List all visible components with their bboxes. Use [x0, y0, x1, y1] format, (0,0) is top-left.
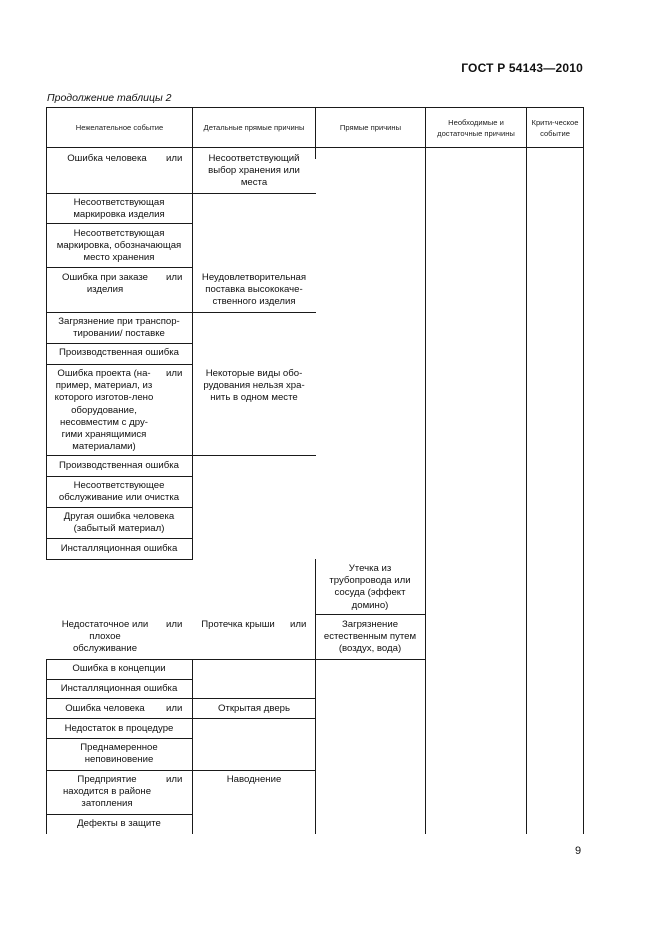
table-cell: Преднамеренное неповиновение [80, 742, 158, 766]
table-cell: Утечка из трубопровода или сосуда (эффект домино) [329, 563, 411, 611]
rule [46, 455, 193, 456]
table-cell: Несоответствующая маркировка, обозначающая место хранения [56, 228, 182, 264]
table-cell: Ошибка проекта (на-пример, материал, из которого изготов-лено оборудование, несовместим с дру-гими хранящимися материалами) [54, 368, 154, 453]
rule [46, 738, 193, 739]
column-header-detailed-causes: Детальные прямые причины [203, 123, 305, 132]
rule [46, 147, 47, 560]
table-cell: Ошибка человека [65, 703, 145, 714]
table-cell: Недостаток в процедуре [64, 723, 174, 734]
table-cell: Некоторые виды обо-рудования нельзя хра-нить в одном месте [203, 368, 305, 404]
column-header-critical-event: Крити-ческое событие [531, 117, 579, 138]
rule [46, 267, 193, 268]
table-caption: Продолжение таблицы 2 [47, 92, 172, 104]
table-cell: Недостаточное или плохое обслуживание [61, 619, 149, 655]
table-cell: Предприятие находится в районе затопления [62, 774, 152, 810]
table-cell: Загрязнение при транспор-тировании/ поставке [58, 316, 180, 340]
rule [192, 455, 316, 456]
rule [46, 364, 193, 365]
rule [46, 538, 193, 539]
rule [46, 343, 193, 344]
table-cell: Другая ошибка человека (забытый материал) [63, 511, 175, 535]
table-cell: Несоответствующая маркировка изделия [73, 197, 165, 221]
page-number: 9 [575, 845, 582, 857]
table-cell: Инсталляционная ошибка [60, 543, 178, 554]
table-cell: Неудовлетворительная поставка высококаче-ственного изделия [201, 272, 307, 308]
column-header-event: Нежелательное событие [75, 123, 164, 132]
table-cell: Ошибка в концепции [72, 663, 166, 674]
rule [46, 770, 193, 771]
table-cell: Дефекты в защите [77, 818, 161, 829]
table-cell: Наводнение [226, 774, 282, 785]
rule [526, 107, 527, 834]
rule [46, 814, 193, 815]
rule [46, 659, 316, 660]
table-cell: Инсталляционная ошибка [60, 683, 178, 694]
table-cell: Загрязнение естественным путем (воздух, вода) [323, 619, 417, 655]
rule [192, 147, 193, 560]
rule [192, 659, 193, 834]
table-cell: Открытая дверь [217, 703, 291, 714]
table-cell: Ошибка человека [67, 153, 147, 164]
rule [192, 698, 316, 699]
rule [46, 193, 316, 194]
rule [46, 718, 193, 719]
or-connector: или [290, 619, 307, 630]
rule [315, 614, 426, 615]
rule [192, 770, 316, 771]
rule [192, 312, 316, 313]
or-connector: или [166, 774, 183, 785]
table-cell: Протечка крыши [201, 619, 275, 630]
rule [46, 679, 193, 680]
or-connector: или [166, 272, 183, 283]
column-header-necessary-causes: Необходимые и достаточные причины [437, 117, 515, 138]
rule [46, 312, 193, 313]
rule [315, 559, 316, 660]
table-cell: Производственная ошибка [59, 347, 179, 358]
rule [46, 507, 193, 508]
or-connector: или [166, 153, 183, 164]
rule [315, 659, 316, 834]
rule [46, 559, 193, 560]
rule [315, 659, 426, 660]
gost-header: ГОСТ Р 54143—2010 [461, 61, 583, 75]
table-cell: Производственная ошибка [59, 460, 179, 471]
rule [46, 223, 193, 224]
rule [192, 107, 193, 149]
rule [46, 659, 47, 834]
rule [46, 698, 193, 699]
rule [583, 107, 584, 834]
or-connector: или [166, 619, 183, 630]
table-cell: Ошибка при заказе изделия [62, 272, 148, 296]
table-cell: Несоответствующий выбор хранения или места [208, 153, 300, 189]
rule [46, 476, 193, 477]
or-connector: или [166, 368, 183, 379]
rule [192, 718, 316, 719]
table-cell: Несоответствующее обслуживание или очистка [58, 480, 180, 504]
or-connector: или [166, 703, 183, 714]
rule [425, 107, 426, 834]
column-header-direct-causes: Прямые причины [339, 123, 402, 132]
